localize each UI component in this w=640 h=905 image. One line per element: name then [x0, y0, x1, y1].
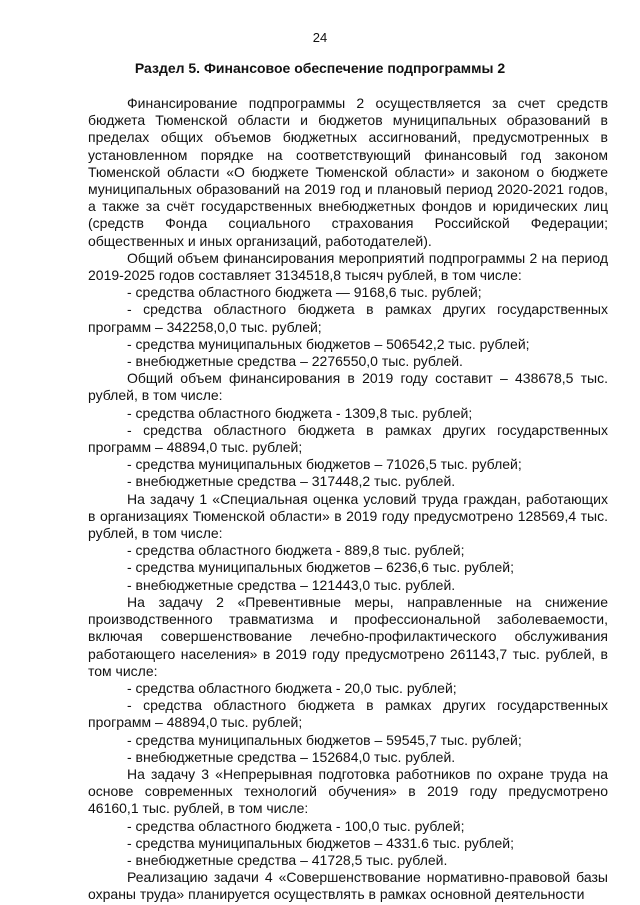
paragraph: Общий объем финансирования мероприятий подпрограммы 2 на период 2019-2025 годов составляет 3134518,8 тысяч рублей, в том числе:: [88, 249, 608, 284]
list-item: - средства областного бюджета — 9168,6 тыс. рублей;: [127, 284, 482, 301]
paragraph: На задачу 3 «Непрерывная подготовка работников по охране труда на основе современных технологий обучения» в 2019 году предусмотрено 46160,1 тыс. рублей, в том числе:: [88, 765, 608, 817]
list-item: - внебюджетные средства – 152684,0 тыс. рублей.: [127, 748, 456, 765]
paragraph: Общий объем финансирования в 2019 году составит – 438678,5 тыс. рублей, в том числе:: [88, 370, 608, 404]
list-item: - внебюджетные средства – 41728,5 тыс. рублей.: [127, 851, 448, 868]
list-item: - средства областного бюджета в рамках других государственных программ – 48894,0 тыс. рублей;: [88, 421, 608, 456]
paragraph: Финансирование подпрограммы 2 осуществляется за счет средств бюджета Тюменской области и бюджетов муниципальных образований в пределах общих объемов бюджетных ассигнований, предусмотренных в установленном порядке на соответствующий финансовый год законом Тюменской области «О бюджете Тюменской области» и законом о бюджете муниципальных образований на 2019 год и плановый период 2020-2021 годов, а также за счёт государственных внебюджетных фондов и юридических лиц (средств Фонда социального страхования Российской Федерации; общественных и иных организаций, работодателей).: [88, 95, 608, 249]
list-item: - средства областного бюджета - 1309,8 тыс. рублей;: [127, 404, 473, 421]
list-item: - средства областного бюджета в рамках других государственных программ – 48894,0 тыс. рублей;: [88, 697, 608, 731]
list-item: - средства областного бюджета - 889,8 тыс. рублей;: [127, 542, 465, 559]
list-item: - средства муниципальных бюджетов – 6236,6 тыс. рублей;: [127, 559, 514, 576]
paragraph: Реализацию задачи 4 «Совершенствование нормативно-правовой базы охраны труда» планируется осуществлять в рамках основной деятельности: [88, 869, 608, 903]
paragraph: На задачу 2 «Превентивные меры, направленные на снижение производственного травматизма и профессиональной заболеваемости, включая совершенствование лечебно-профилактического обслуживания работающего населения» в 2019 году предусмотрено 261143,7 тыс. рублей, в том числе:: [88, 593, 608, 679]
list-item: - средства областного бюджета - 20,0 тыс. рублей;: [127, 679, 457, 696]
list-item: - средства муниципальных бюджетов – 59545,7 тыс. рублей;: [127, 731, 522, 748]
page-number: 24: [312, 30, 328, 45]
list-item: - средства муниципальных бюджетов – 71026,5 тыс. рублей;: [127, 456, 522, 473]
list-item: - средства муниципальных бюджетов – 506542,2 тыс. рублей;: [127, 335, 530, 352]
list-item: - средства областного бюджета в рамках других государственных программ – 342258,0,0 тыс. рублей;: [88, 301, 608, 335]
list-item: - средства муниципальных бюджетов – 4331.6 тыс. рублей;: [127, 834, 514, 851]
document-body: [88, 95, 608, 904]
paragraph: На задачу 1 «Специальная оценка условий труда граждан, работающих в организациях Тюменской области» в 2019 году предусмотрено 128569,4 тыс. рублей, в том числе:: [88, 490, 608, 542]
section-heading: Раздел 5. Финансовое обеспечение подпрограммы 2: [134, 60, 506, 76]
list-item: - средства областного бюджета - 100,0 тыс. рублей;: [127, 817, 465, 834]
list-item: - внебюджетные средства – 317448,2 тыс. рублей.: [127, 473, 456, 490]
list-item: - внебюджетные средства – 121443,0 тыс. рублей.: [127, 576, 456, 593]
list-item: - внебюджетные средства – 2276550,0 тыс. рублей.: [127, 353, 463, 370]
